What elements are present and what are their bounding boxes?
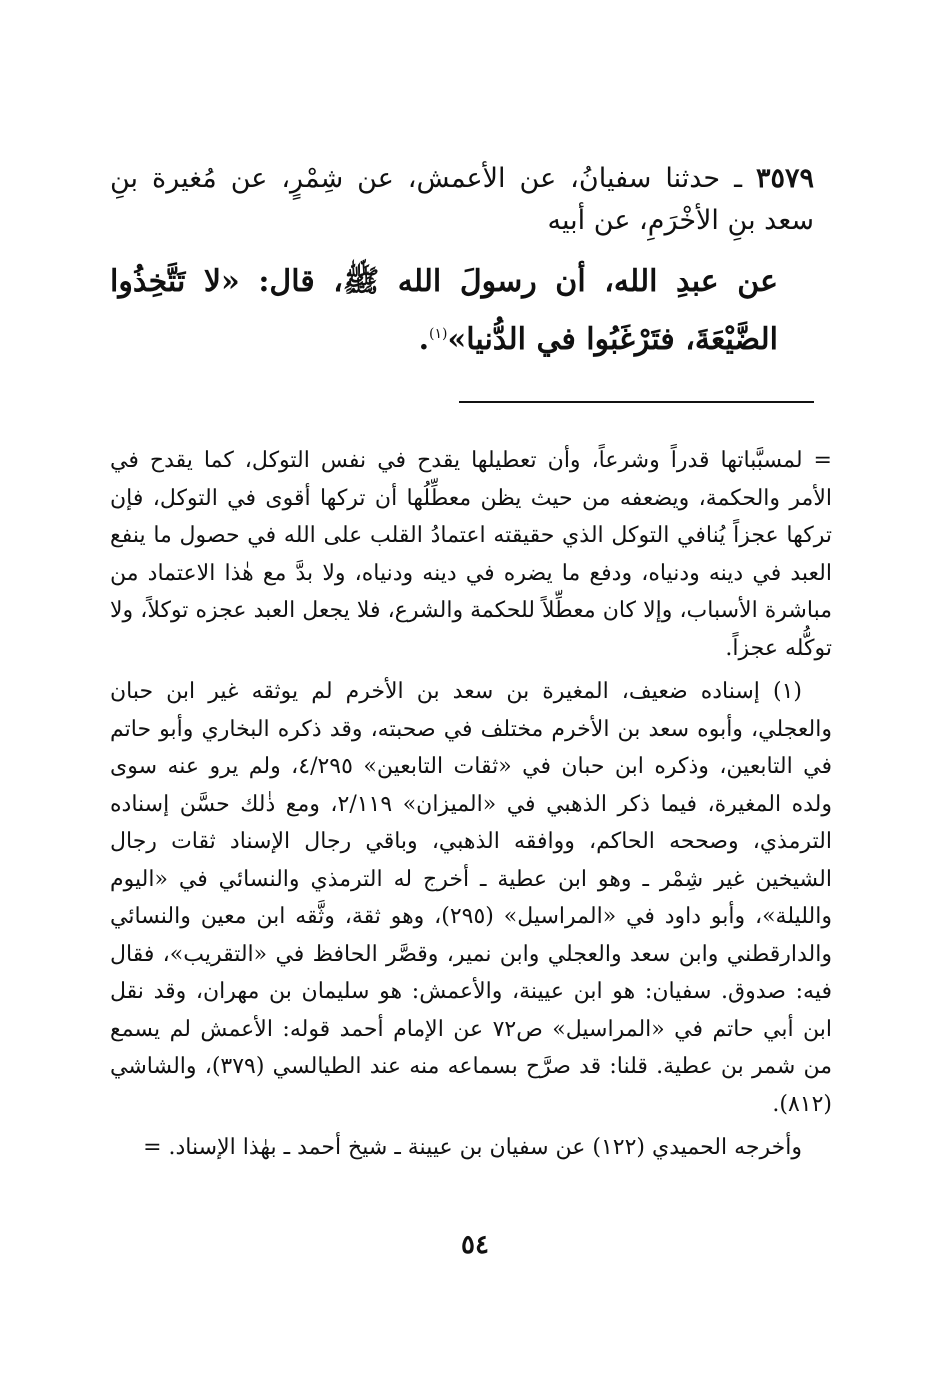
footnote-reference: (١)	[429, 326, 448, 342]
page-number: ٥٤	[461, 1230, 489, 1260]
matn-end: .	[418, 322, 430, 357]
hadith-matn	[110, 256, 814, 366]
footnote-continuation: = لمسبَّباتها قدراً وشرعاً، وأن تعطيلها يقدح في نفس التوكل، كما يقدح في الأمر والحكمة، ويضعفه من حيث يظن معطِّلُها أن تركها أقوى في التوكل، فإن تركها عجزاً يُنافي التوكل الذي حقيقته اعتمادُ القلب على الله في حصول ما ينفع العبد في دينه ودنياه، ودفع ما يضره في دينه ودنياه، ولا بدَّ مع هٰذا الاعتماد من مباشرة الأسباب، وإلا كان معطِّلاً للحكمة والشرع، فلا يجعل العبد عجزه توكلاً، ولا توكُّله عجزاً.	[110, 448, 832, 661]
footnote-separator	[459, 401, 814, 403]
footnote-1: (١) إسناده ضعيف، المغيرة بن سعد بن الأخرم لم يوثقه غير ابن حبان والعجلي، وأبوه سعد بن الأخرم مختلف في صحبته، وقد ذكره البخاري وأبو حاتم في التابعين، وذكره ابن حبان في «ثقات التابعين» ٤/٢٩٥، ولم يرو عنه سوى ولده المغيرة، فيما ذكر الذهبي في «الميزان» ٢/١١٩، ومع ذٰلك حسَّن إسناده الترمذي، وصححه الحاكم، ووافقه الذهبي، وباقي رجال الإسناد ثقات رجال الشيخين غير شِمْر ـ وهو ابن عطية ـ أخرج له الترمذي والنسائي في «اليوم والليلة»، وأبو داود في «المراسيل» (٢٩٥)، وهو ثقة، وثَّقه ابن معين والنسائي والدارقطني وابن سعد والعجلي وابن نمير، وقصَّر الحافظ في «التقريب»، فقال فيه: صدوق. سفيان: هو ابن عيينة، والأعمش: هو سليمان بن مهران، وقد نقل ابن أبي حاتم في «المراسيل» ص٧٢ عن الإمام أحمد قوله: الأعمش لم يسمع من شمر بن عطية. قلنا: قد صرَّح بسماعه منه عند الطيالسي (٣٧٩)، والشاشي (٨١٢).	[110, 679, 833, 1117]
hadith-block	[110, 158, 814, 366]
matn-text: عن عبدِ الله، أن رسولَ الله ﷺ، قال: «لا تَتَّخِذُوا الضَّيْعَةَ، فتَرْغَبُوا في الدُّنيا»	[110, 264, 778, 357]
hadith-number: ٣٥٧٩	[755, 163, 814, 194]
footnotes-block	[110, 442, 832, 1173]
hadith-isnad	[110, 158, 814, 242]
isnad-text: ـ حدثنا سفيانُ، عن الأعمش، عن شِمْرٍ، عن مُغيرة بنِ سعد بنِ الأخْرَمِ، عن أبيه	[110, 163, 814, 236]
footnote-2: وأخرجه الحميدي (١٢٢) عن سفيان بن عيينة ـ شيخ أحمد ـ بهٰذا الإسناد. =	[143, 1135, 802, 1160]
